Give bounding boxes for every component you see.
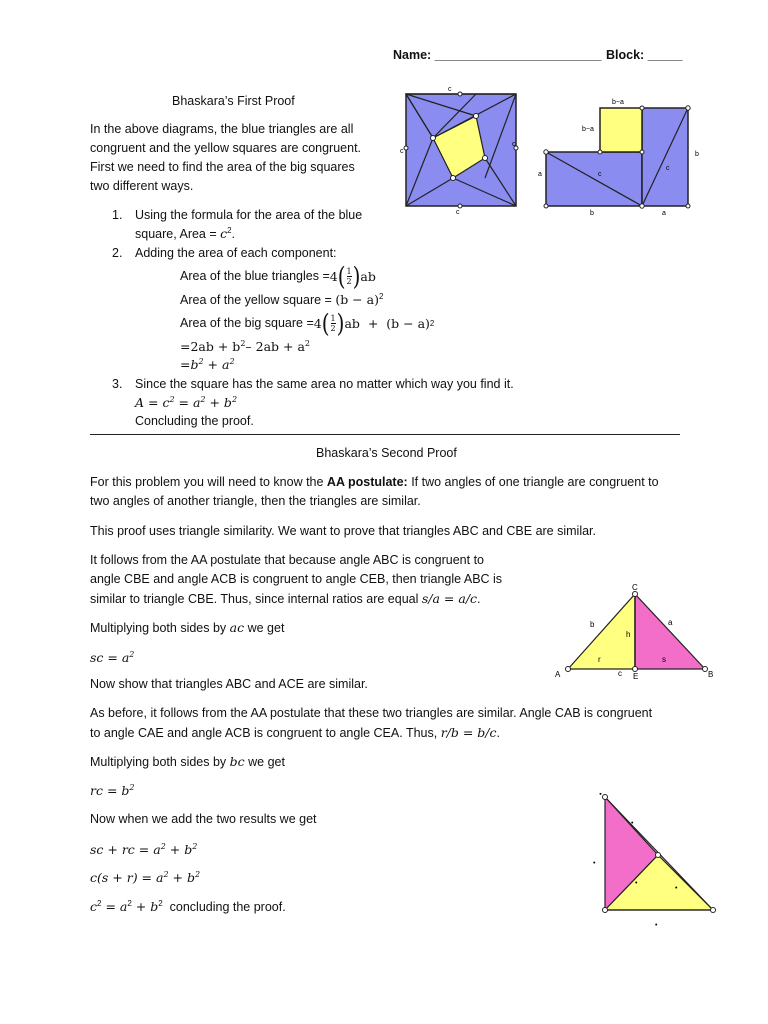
item-number: 3. xyxy=(112,377,123,391)
vertex-a: A xyxy=(555,670,561,679)
label-b-minus-a-top: b−a xyxy=(612,99,624,106)
area-equation: $A = c^2 = a^2 + b^2$ xyxy=(135,395,238,411)
vertex-c: C xyxy=(632,583,638,592)
label-c-top: c xyxy=(448,86,452,93)
item-number: 2. xyxy=(112,246,123,260)
add-line: Now when we add the two results we get xyxy=(90,812,317,826)
follows-line-3: similar to triangle CBE. Thus, since internal ratios are equal s/a = a/c. xyxy=(90,591,481,606)
label-c: c xyxy=(618,669,622,678)
uses-line: This proof uses triangle similarity. We want to prove that triangles ABC and CBE are similar. xyxy=(90,524,596,538)
label-c-left: c xyxy=(400,148,404,155)
quarter-fraction: 4 ( 1 2 ) xyxy=(329,261,361,291)
segment-s: s xyxy=(662,655,666,664)
label-c-mid: c xyxy=(598,171,602,178)
svg-text:•: • xyxy=(675,885,678,892)
side-a: a xyxy=(668,618,673,627)
concluding-text: Concluding the proof. xyxy=(135,414,254,428)
side-b: b xyxy=(590,620,595,629)
label-c-bottom: c xyxy=(456,209,460,216)
simplified-step: $=b^2 + a^2$ xyxy=(180,357,235,373)
first-proof-title: Bhaskara’s First Proof xyxy=(172,94,295,108)
label-a-bottom: a xyxy=(662,210,666,216)
item3-text: Since the square has the same area no matter which way you find it. xyxy=(135,377,514,391)
block-field: Block: _____ xyxy=(606,48,683,62)
multiply-line-1: Multiplying both sides by ac we get xyxy=(90,620,285,635)
name-field: Name: ________________________ xyxy=(393,48,602,62)
rotated-triangle-figure xyxy=(585,785,725,935)
aa-postulate-line: For this problem you will need to know the AA postulate: If two angles of one triangle are congruent to xyxy=(90,475,659,489)
section-divider xyxy=(90,434,680,435)
pink-triangle xyxy=(635,594,705,669)
yellow-square-2 xyxy=(600,108,642,152)
final-equation: $c^2 = a^2 + b^2$ concluding the proof. xyxy=(90,899,286,915)
vertex-b: B xyxy=(708,670,714,679)
before-line-2: to angle CAE and angle ACB is congruent to angle CEA. Thus, r/b = b/c. xyxy=(90,725,500,740)
svg-text:•: • xyxy=(593,860,596,867)
second-proof-title: Bhaskara’s Second Proof xyxy=(316,446,457,460)
svg-text:•: • xyxy=(598,792,605,795)
first-proof-diagrams xyxy=(400,86,710,216)
follows-line: It follows from the AA postulate that because angle ABC is congruent to xyxy=(90,553,484,567)
before-line: As before, it follows from the AA postulate that these two triangles are similar. Angle CAB is congruent xyxy=(90,706,653,720)
intro-line: In the above diagrams, the blue triangles are all xyxy=(90,122,354,136)
intro-line: First we need to find the area of the big squares xyxy=(90,160,355,174)
item-number: 1. xyxy=(112,208,123,222)
label-b-bottom: b xyxy=(590,210,594,216)
yellow-area-line: Area of the yellow square = $(b - a)^2$ xyxy=(180,292,384,308)
label-b-right: b xyxy=(695,151,699,158)
multiply-line-2: Multiplying both sides by bc we get xyxy=(90,754,285,769)
equation-sum: sc + rc = $a^2 + b^2$ xyxy=(90,842,198,858)
equation-sc: sc = $a^2$ xyxy=(90,650,135,666)
segment-r: r xyxy=(598,655,601,664)
item2-text: Adding the area of each component: xyxy=(135,246,337,260)
label-b-minus-a-side: b−a xyxy=(582,126,594,133)
label-c-right: c xyxy=(512,141,516,148)
blue-area-line: Area of the blue triangles = 4 ( 1 2 ) ab xyxy=(180,261,376,291)
height-h: h xyxy=(626,630,631,639)
follows-line: angle CBE and angle ACB is congruent to angle CEB, then triangle ABC is xyxy=(90,572,503,586)
aa-postulate-line-2: two angles of another triangle, then the triangles are similar. xyxy=(90,494,421,508)
show-line: Now show that triangles ABC and ACE are similar. xyxy=(90,677,368,691)
vertex-e: E xyxy=(633,672,639,681)
label-c-diag: c xyxy=(666,165,670,172)
intro-line: two different ways. xyxy=(90,179,194,193)
expansion-step: $=2ab + b^2-$ $2ab + a^2$ xyxy=(180,339,311,355)
equation-rc: rc = $b^2$ xyxy=(90,783,135,799)
label-a-left: a xyxy=(538,171,542,178)
equation-factored: $c(s + r) = a^2 + b^2$ xyxy=(90,870,201,886)
yellow-triangle xyxy=(568,594,635,669)
svg-text:•: • xyxy=(655,922,658,929)
svg-text:•: • xyxy=(631,820,634,827)
item1-text: Using the formula for the area of the blue xyxy=(135,208,363,222)
triangle-abc-figure xyxy=(550,582,720,682)
intro-line: congruent and the yellow squares are congruent. xyxy=(90,141,362,155)
svg-text:•: • xyxy=(635,880,638,887)
item1-text-2: square, Area = $c^2$. xyxy=(135,226,236,242)
big-area-line: Area of the big square = 4 ( 1 2 ) ab + (b − a) 2 xyxy=(180,308,435,338)
